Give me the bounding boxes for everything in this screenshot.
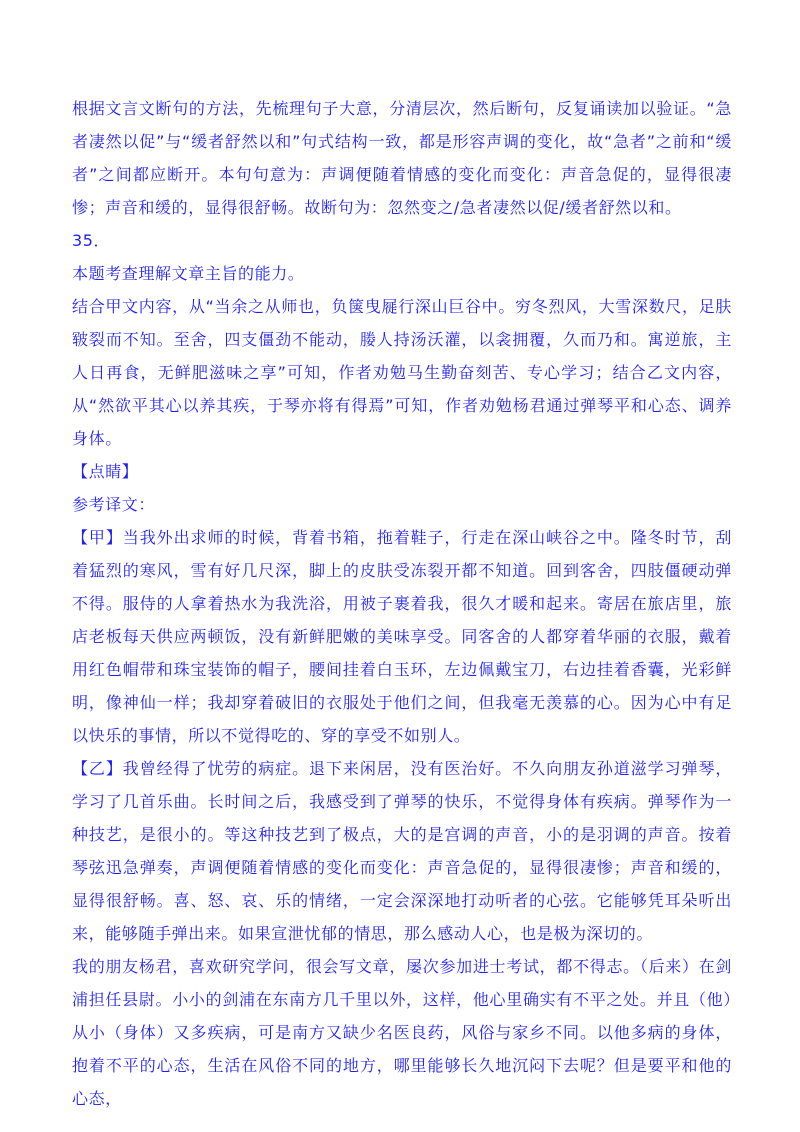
translation-jia: 【甲】当我外出求师的时候，背着书箱，拖着鞋子，行走在深山峡谷之中。隆冬时节，刮着猛烈的寒风，雪有好几尺深，脚上的皮肤受冻裂开都不知道。回到客舍，四肢僵硬动弹不得。服侍的人拿着热水为我洗浴，用被子裹着我，很久才暖和起来。寄居在旅店里，旅店老板每天供应两顿饭，没有新鲜肥嫩的美味享受。同客舍的人都穿着华丽的衣服，戴着用红色帽带和珠宝装饰的帽子，腰间挂着白玉环，左边佩戴宝刀，右边挂着香囊，光彩鲜明，像神仙一样；我却穿着破旧的衣服处于他们之间，但我毫无羡慕的心。因为心中有足以快乐的事情，所以不觉得吃的、穿的享受不如别人。 [72, 528, 732, 745]
dianjing-heading: 【点睛】 [72, 462, 139, 481]
document-page [72, 92, 732, 1115]
question-number-35: 35． [72, 231, 111, 250]
answer-34-explanation: 根据文言文断句的方法，先梳理句子大意，分清层次，然后断句，反复诵读加以验证。“急者凄然以促”与“缓者舒然以和”句式结构一致，都是形容声调的变化，故“急者”之前和“缓者”之间都应断开。本句句意为：声调便随着情感的变化而变化：声音急促的，显得很凄惨；声音和缓的，显得很舒畅。故断句为：忽然变之/急者凄然以促/缓者舒然以和。 [72, 99, 732, 217]
translation-yi-continued: 我的朋友杨君，喜欢研究学问，很会写文章，屡次参加进士考试，都不得志。（后来）在剑浦担任县尉。小小的剑浦在东南方几千里以外，这样，他心里确实有不平之处。并且（他）从小（身体）又多疾病，可是南方又缺少名医良药，风俗与家乡不同。以他多病的身体，抱着不平的心态，生活在风俗不同的地方，哪里能够长久地沉闷下去呢？但是要平和他的心态， [72, 957, 732, 1108]
answer-35-explanation: 结合甲文内容，从“当余之从师也，负箧曳屣行深山巨谷中。穷冬烈风，大雪深数尺，足肤皲裂而不知。至舍，四支僵劲不能动，媵人持汤沃灌，以衾拥覆，久而乃和。寓逆旅，主人日再食，无鲜肥滋味之享”可知，作者劝勉马生勤奋刻苦、专心学习；结合乙文内容，从“然欲平其心以养其疾，于琴亦将有得焉”可知，作者劝勉杨君通过弹琴平和心态、调养身体。 [72, 297, 732, 448]
translation-yi: 【乙】我曾经得了忧劳的病症。退下来闲居，没有医治好。不久向朋友孙道滋学习弹琴，学习了几首乐曲。长时间之后，我感受到了弹琴的快乐，不觉得身体有疾病。弹琴作为一种技艺，是很小的。等这种技艺到了极点，大的是宫调的声音，小的是羽调的声音。按着琴弦迅急弹奏，声调便随着情感的变化而变化：声音急促的，显得很凄惨；声音和缓的，显得很舒畅。喜、怒、哀、乐的情绪，一定会深深地打动听者的心弦。它能够凭耳朵听出来，能够随手弹出来。如果宣泄忧郁的情思，那么感动人心，也是极为深切的。 [72, 759, 732, 943]
answer-35-intro: 本题考查理解文章主旨的能力。 [72, 264, 305, 283]
translation-heading: 参考译文： [72, 495, 156, 514]
